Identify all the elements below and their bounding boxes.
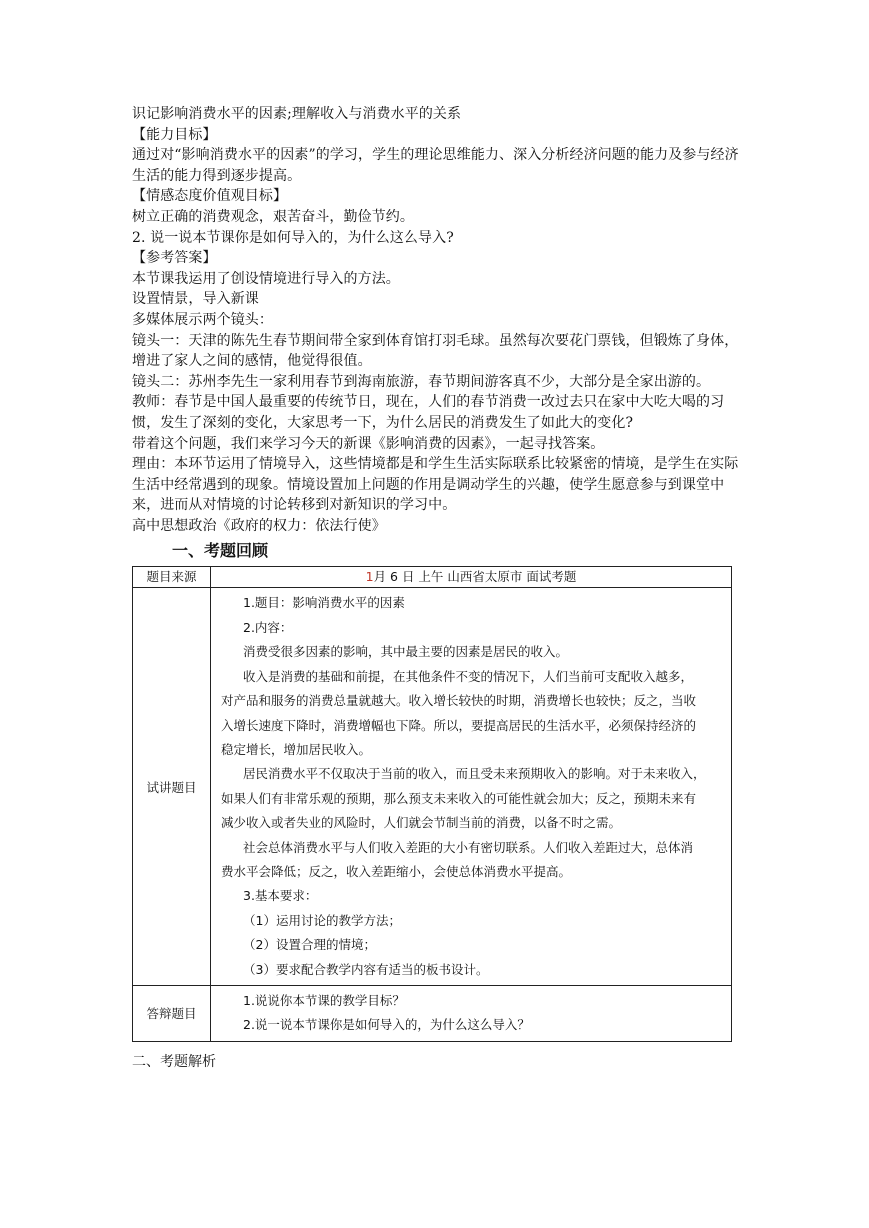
content-line: 如果人们有非常乐观的预期，那么预支未来收入的可能性就会加大；反之，预期未来有 bbox=[221, 790, 697, 806]
paragraph: 【情感态度价值观目标】 bbox=[132, 188, 288, 205]
paragraph: 【能力目标】 bbox=[132, 126, 217, 143]
content-line: 收入是消费的基础和前提，在其他条件不变的情况下，人们当前可支配收入越多， bbox=[243, 668, 694, 684]
paragraph: 教师：春节是中国人最重要的传统节日，现在，人们的春节消费一改过去只在家中大吃大喝的习惯，发生了深刻的变化，大家思考一下，为什么居民的消费发生了如此大的变化? bbox=[132, 394, 725, 431]
content-line: 减少收入或者失业的风险时，人们就会节制当前的消费，以备不时之需。 bbox=[221, 815, 622, 831]
content-line: 2.说一说本节课你是如何导入的，为什么这么导入？ bbox=[243, 1017, 530, 1033]
content-line: 消费受很多因素的影响，其中最主要的因素是居民的收入。 bbox=[243, 644, 569, 660]
content-line: 1.题目：影响消费水平的因素 bbox=[243, 595, 405, 611]
paragraph: 识记影响消费水平的因素;理解收入与消费水平的关系 bbox=[132, 106, 462, 122]
table-row bbox=[133, 588, 732, 986]
content-line: 稳定增长，增加居民收入。 bbox=[221, 741, 372, 757]
content-line: 3.基本要求： bbox=[243, 888, 318, 904]
content-line: （2）设置合理的情境； bbox=[243, 937, 376, 953]
paragraph: 设置情景，导入新课 bbox=[132, 291, 259, 308]
paragraph: 高中思想政治《政府的权力：依法行使》 bbox=[132, 517, 386, 534]
source-label: 题目来源 bbox=[133, 567, 211, 588]
exam-table bbox=[132, 566, 732, 1041]
content-line: （1）运用讨论的教学方法； bbox=[243, 912, 401, 928]
footer-heading: 二、考题解析 bbox=[132, 1053, 216, 1070]
content-line: 2.内容： bbox=[243, 619, 293, 635]
paragraph: 通过对“影响消费水平的因素”的学习，学生的理论思维能力、深入分析经济问题的能力及参与经济生活的能力得到逐步提高。 bbox=[132, 147, 739, 184]
source-value bbox=[211, 567, 732, 588]
content-line: 社会总体消费水平与人们收入差距的大小有密切联系。人们收入差距过大，总体消 bbox=[243, 839, 694, 855]
table-row bbox=[133, 567, 732, 588]
content-line: 1.说说你本节课的教学目标？ bbox=[243, 992, 405, 1008]
trial-label: 试讲题目 bbox=[133, 588, 211, 986]
paragraph: 带着这个问题，我们来学习今天的新课《影响消费的因素》，一起寻找答案。 bbox=[132, 435, 605, 452]
content-line: （3）要求配合教学内容有适当的板书设计。 bbox=[243, 961, 489, 977]
content-line: 对产品和服务的消费总量就越大。收入增长较快的时期，消费增长也较快；反之，当收 bbox=[221, 693, 697, 709]
body-text bbox=[132, 104, 742, 536]
defense-content bbox=[211, 985, 732, 1041]
trial-content bbox=[211, 588, 732, 986]
content-line: 居民消费水平不仅取决于当前的收入，而且受未来预期收入的影响。对于未来收入， bbox=[243, 766, 706, 782]
section-heading: 一、考题回顾 bbox=[172, 541, 269, 561]
paragraph: 2. 说一说本节课你是如何导入的，为什么这么导入? bbox=[132, 229, 454, 246]
paragraph: 理由：本环节运用了情境导入，这些情境都是和学生生活实际联系比较紧密的情境，是学生在实际生活中经常遇到的现象。情境设置加上问题的作用是调动学生的兴趣，使学生愿意参与到课堂中来，进而从对情境的讨论转移到对新知识的学习中。 bbox=[132, 456, 739, 514]
paragraph: 多媒体展示两个镜头： bbox=[132, 311, 273, 328]
source-value-text: 月 6 日 上午 山西省太原市 面试考题 bbox=[373, 569, 577, 585]
source-value-prefix: 1 bbox=[365, 569, 374, 585]
paragraph: 树立正确的消费观念，艰苦奋斗，勤俭节约。 bbox=[132, 208, 414, 225]
content-line: 入增长速度下降时，消费增幅也下降。所以，要提高居民的生活水平，必须保持经济的 bbox=[221, 717, 697, 733]
paragraph: 本节课我运用了创设情境进行导入的方法。 bbox=[132, 270, 400, 287]
paragraph: 镜头二：苏州李先生一家利用春节到海南旅游，春节期间游客真不少，大部分是全家出游的。 bbox=[132, 373, 711, 390]
content-line: 费水平会降低；反之，收入差距缩小，会使总体消费水平提高。 bbox=[221, 863, 572, 879]
document-page bbox=[132, 104, 742, 1072]
paragraph: 【参考答案】 bbox=[132, 250, 217, 267]
defense-label: 答辩题目 bbox=[133, 985, 211, 1041]
table-row bbox=[133, 985, 732, 1041]
paragraph: 镜头一：天津的陈先生春节期间带全家到体育馆打羽毛球。虽然每次要花门票钱，但锻炼了身体，增进了家人之间的感情，他觉得很值。 bbox=[132, 332, 739, 370]
